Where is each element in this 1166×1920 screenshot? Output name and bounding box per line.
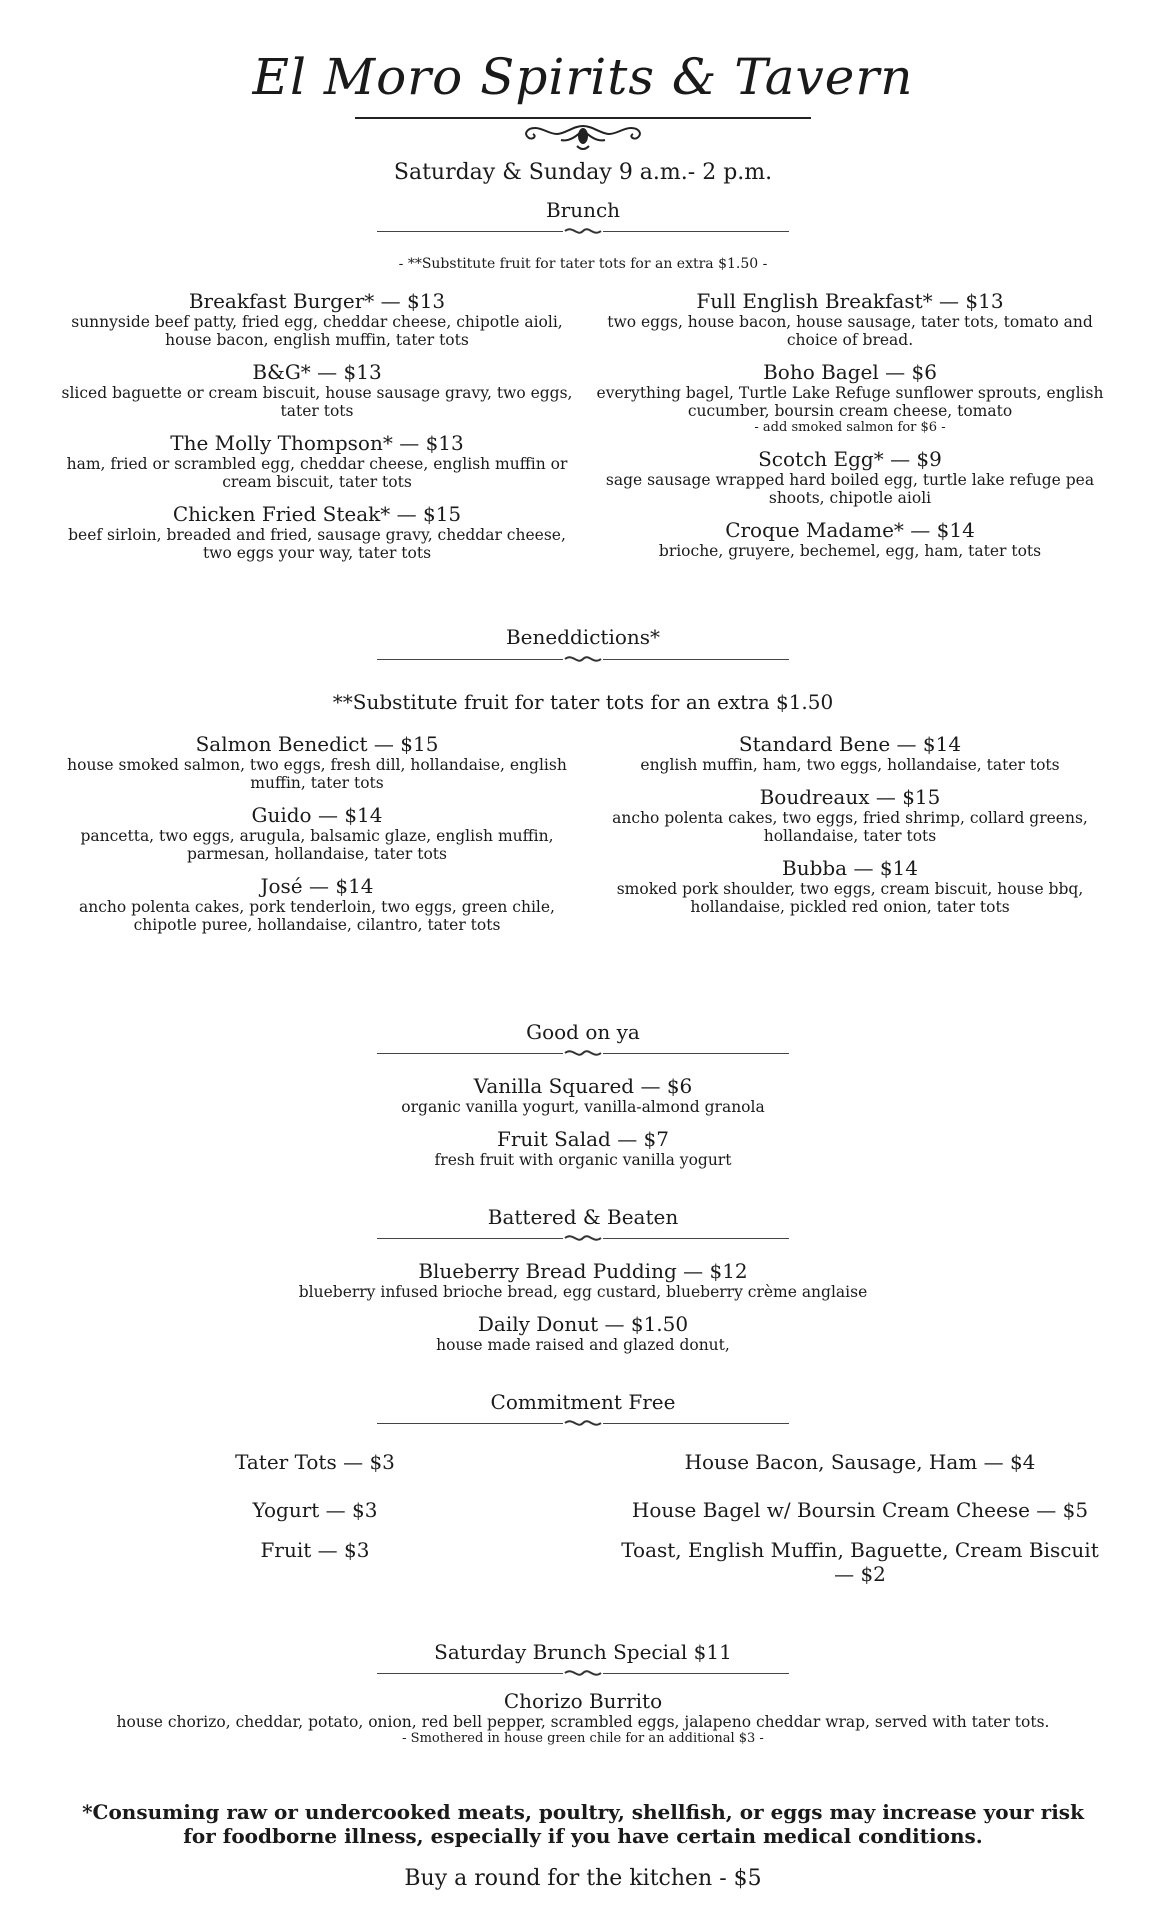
section-title-good-on-ya: Good on ya	[526, 1020, 640, 1044]
item-name: Chicken Fried Steak* — $15	[172, 502, 462, 526]
item-description: pancetta, two eggs, arugula, balsamic glaze, english muffin, parmesan, hollandaise, tater tots	[80, 827, 554, 863]
menu-item	[590, 857, 1110, 916]
item-description: organic vanilla yogurt, vanilla-almond granola	[401, 1098, 765, 1116]
brunch-substitute-note: - **Substitute fruit for tater tots for an extra $1.50 -	[398, 256, 768, 272]
side-item: Tater Tots — $3	[235, 1450, 395, 1474]
title-divider	[355, 117, 811, 119]
restaurant-title: El Moro Spirits & Tavern	[252, 48, 914, 106]
side-item: Yogurt — $3	[252, 1498, 378, 1522]
menu-item	[57, 432, 577, 491]
menu-item	[57, 290, 577, 349]
side-item: House Bacon, Sausage, Ham — $4	[684, 1450, 1036, 1474]
item-name: Boudreaux — $15	[759, 785, 941, 809]
menu-item	[0, 1260, 1166, 1301]
item-description: fresh fruit with organic vanilla yogurt	[434, 1151, 732, 1169]
menu-item	[57, 361, 577, 420]
item-name: B&G* — $13	[252, 360, 382, 384]
menu-item	[57, 804, 577, 863]
item-name: Breakfast Burger* — $13	[188, 289, 446, 313]
item-description: house made raised and glazed donut,	[436, 1336, 730, 1354]
menu-item	[590, 786, 1110, 845]
item-description: brioche, gruyere, bechemel, egg, ham, tater tots	[658, 542, 1042, 560]
item-description: ancho polenta cakes, two eggs, fried shrimp, collard greens, hollandaise, tater tots	[612, 809, 1088, 845]
item-name: José — $14	[260, 874, 374, 898]
commitment-free-left-column	[110, 1450, 520, 1578]
menu-item	[0, 1313, 1166, 1354]
section-divider	[377, 1047, 789, 1059]
section-divider	[377, 653, 789, 665]
saturday-special-item	[70, 1690, 1096, 1747]
menu-item	[57, 733, 577, 792]
menu-item	[590, 519, 1110, 560]
menu-item	[590, 290, 1110, 349]
item-name: Salmon Benedict — $15	[195, 732, 439, 756]
item-description: beef sirloin, breaded and fried, sausage gravy, cheddar cheese, two eggs your way, tater tots	[68, 526, 566, 562]
flourish-ornament-icon	[513, 120, 653, 154]
side-item: House Bagel w/ Boursin Cream Cheese — $5	[631, 1498, 1089, 1522]
item-description: everything bagel, Turtle Lake Refuge sunflower sprouts, english cucumber, boursin cream cheese, tomato	[596, 384, 1104, 420]
good-on-ya-list	[0, 1075, 1166, 1181]
item-addon-note: - add smoked salmon for $6 -	[754, 420, 946, 435]
battered-beaten-list	[0, 1260, 1166, 1366]
item-name: Guido — $14	[251, 803, 383, 827]
menu-item	[57, 875, 577, 934]
section-divider	[377, 1232, 789, 1244]
item-name: Bubba — $14	[782, 856, 918, 880]
item-description: ancho polenta cakes, pork tenderloin, two eggs, green chile, chipotle puree, hollandaise, cilantro, tater tots	[78, 898, 555, 934]
side-item: Toast, English Muffin, Baguette, Cream Biscuit — $2	[621, 1538, 1099, 1586]
menu-item	[0, 1075, 1166, 1116]
item-name: Chorizo Burrito	[503, 1689, 663, 1713]
menu-item	[590, 733, 1110, 774]
section-title-battered-beaten: Battered & Beaten	[487, 1205, 679, 1229]
commitment-free-right-column	[610, 1450, 1110, 1602]
item-name: Full English Breakfast* — $13	[696, 289, 1004, 313]
item-description: ham, fried or scrambled egg, cheddar cheese, english muffin or cream biscuit, tater tots	[66, 455, 568, 491]
brunch-hours: Saturday & Sunday 9 a.m.- 2 p.m.	[393, 160, 773, 185]
side-item: Fruit — $3	[260, 1538, 370, 1562]
item-description: two eggs, house bacon, house sausage, tater tots, tomato and choice of bread.	[607, 313, 1093, 349]
item-description: sliced baguette or cream biscuit, house sausage gravy, two eggs, tater tots	[61, 384, 573, 420]
item-name: Vanilla Squared — $6	[473, 1074, 693, 1098]
item-name: The Molly Thompson* — $13	[170, 431, 464, 455]
kitchen-round-note: Buy a round for the kitchen - $5	[404, 1866, 762, 1891]
menu-item	[0, 1128, 1166, 1169]
section-divider	[377, 1667, 789, 1679]
section-title-beneddictions: Beneddictions*	[505, 625, 661, 649]
beneddictions-substitute-note: **Substitute fruit for tater tots for an extra $1.50	[332, 690, 834, 714]
section-title-commitment-free: Commitment Free	[490, 1390, 676, 1414]
beneddictions-left-column	[57, 733, 577, 946]
item-description: english muffin, ham, two eggs, hollandaise, tater tots	[640, 756, 1060, 774]
brunch-right-column	[590, 290, 1110, 572]
item-description: blueberry infused brioche bread, egg custard, blueberry crème anglaise	[298, 1283, 868, 1301]
section-title-brunch: Brunch	[545, 198, 621, 222]
item-description: sunnyside beef patty, fried egg, cheddar cheese, chipotle aioli, house bacon, english muffin, tater tots	[71, 313, 563, 349]
section-title-saturday-special: Saturday Brunch Special $11	[434, 1640, 732, 1664]
item-name: Daily Donut — $1.50	[477, 1312, 689, 1336]
item-description: house chorizo, cheddar, potato, onion, red bell pepper, scrambled eggs, jalapeno cheddar wrap, served with tater tots.	[116, 1713, 1050, 1731]
item-description: sage sausage wrapped hard boiled egg, turtle lake refuge pea shoots, chipotle aioli	[605, 471, 1095, 507]
menu-item	[590, 361, 1110, 436]
item-addon-note: - Smothered in house green chile for an additional $3 -	[402, 1731, 764, 1746]
item-name: Fruit Salad — $7	[496, 1127, 670, 1151]
section-divider	[377, 1417, 789, 1429]
item-name: Scotch Egg* — $9	[758, 447, 942, 471]
menu-item	[590, 448, 1110, 507]
brunch-left-column	[57, 290, 577, 574]
item-name: Blueberry Bread Pudding — $12	[418, 1259, 748, 1283]
item-description: house smoked salmon, two eggs, fresh dill, hollandaise, english muffin, tater tots	[67, 756, 567, 792]
beneddictions-right-column	[590, 733, 1110, 928]
item-name: Standard Bene — $14	[738, 732, 962, 756]
item-description: smoked pork shoulder, two eggs, cream biscuit, house bbq, hollandaise, pickled red onion, tater tots	[616, 880, 1084, 916]
item-name: Croque Madame* — $14	[725, 518, 975, 542]
item-name: Boho Bagel — $6	[763, 360, 937, 384]
menu-item	[57, 503, 577, 562]
section-divider	[377, 225, 789, 237]
food-safety-warning: *Consuming raw or undercooked meats, poultry, shellfish, or eggs may increase your risk for foodborne illness, especially if you have certain medical conditions.	[82, 1800, 1084, 1848]
